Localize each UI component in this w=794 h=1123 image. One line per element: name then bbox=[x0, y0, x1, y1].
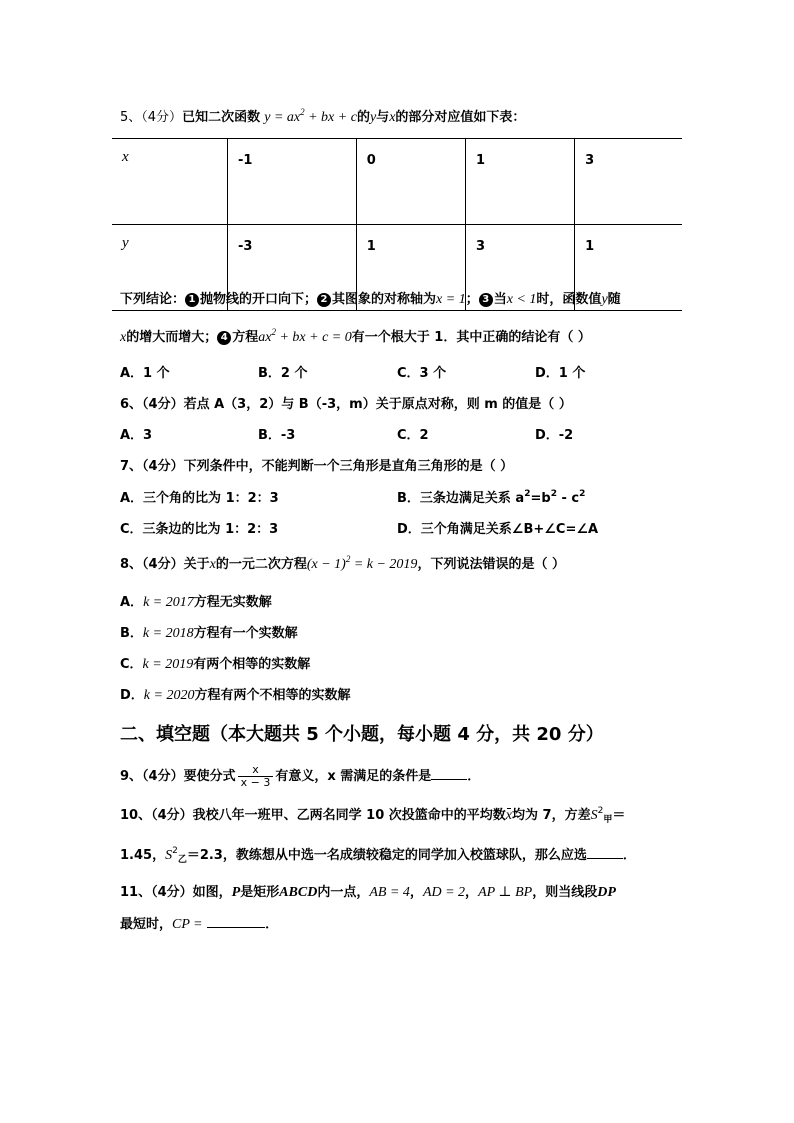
q6-option-a: A．3 bbox=[120, 428, 153, 443]
q11-stem-line1: 11、（4分）如图，P是矩形ABCD内一点，AB = 4，AD = 2，AP ⊥ BP，则当线段DP bbox=[120, 885, 616, 900]
row-label-x: x bbox=[112, 139, 228, 225]
q5-conclusions-line1: 下列结论： 1 抛物线的开口向下； 2 其图象的对称轴为x = 1； 3 当x < 1时，函数值y随 bbox=[120, 292, 621, 307]
q7-option-c: C．三条边的比为 1：2：3 bbox=[120, 522, 279, 537]
table-cell: 1 bbox=[575, 225, 682, 311]
q5-option-c: C．3 个 bbox=[397, 366, 447, 381]
q7-option-b: B．三条边满足关系 $a^2=b^2 - c^2$ bbox=[397, 489, 586, 506]
circled-number-icon: 2 bbox=[317, 293, 331, 307]
table-cell: -1 bbox=[228, 139, 357, 225]
q7-option-d: D．三个角满足关系∠B+∠C=∠A bbox=[397, 522, 599, 537]
row-label-y: y bbox=[112, 225, 228, 311]
table-cell: 3 bbox=[575, 139, 682, 225]
q5-conclusions-line2: x的增大而增大； 4 方程$ax^2$ + bx + c = 0有一个根大于 1．其中正确的结论有（ ） bbox=[120, 327, 591, 345]
q9-fraction: $\frac{x}{x - 3}$ bbox=[238, 764, 274, 789]
q5-value-table bbox=[112, 138, 682, 311]
table-cell: -3 bbox=[228, 225, 357, 311]
q5-option-b: B．2 个 bbox=[258, 366, 308, 381]
q10-stem-line2: 1.45，$S^2_乙=2.3$，教练想从中选一名成绩较稳定的同学加入校篮球队，那么应选 ． bbox=[120, 846, 636, 865]
q5-function: $y = ax^2$ + bx + c bbox=[264, 107, 357, 125]
q5-option-d: D．1 个 bbox=[535, 366, 586, 381]
q6-option-d: D．-2 bbox=[535, 428, 574, 443]
q11-stem-line2: 最短时，CP = ． bbox=[120, 917, 279, 932]
q8-option-a: A．k = 2017方程无实数解 bbox=[120, 595, 272, 610]
table-cell: 3 bbox=[465, 225, 574, 311]
answer-blank[interactable] bbox=[587, 858, 623, 859]
q6-option-b: B．-3 bbox=[258, 428, 296, 443]
answer-blank[interactable] bbox=[207, 927, 265, 928]
q7-option-a: A．三个角的比为 1：2：3 bbox=[120, 491, 279, 506]
q7-stem: 7、（4分）下列条件中，不能判断一个三角形是直角三角形的是（ ） bbox=[120, 459, 514, 474]
q5-option-a: A．1 个 bbox=[120, 366, 170, 381]
q8-stem: 8、（4分）关于x的一元二次方程$(x - 1)^2 = k - 2019$，下列说法错误的是（ ） bbox=[120, 554, 565, 572]
table-cell: 1 bbox=[356, 225, 465, 311]
q8-option-b: B．k = 2018方程有一个实数解 bbox=[120, 626, 298, 641]
q5-stem: 5、（4分）已知二次函数 $y = ax^2$ + bx + c的y与x的部分对应值如下表： bbox=[120, 107, 526, 125]
q6-stem: 6、（4分）若点 A（3，2）与 B（-3，m）关于原点对称，则 m 的值是（ ） bbox=[120, 397, 572, 412]
table-cell: 1 bbox=[465, 139, 574, 225]
q10-stem-line1: 10、（4分）我校八年一班甲、乙两名同学 10 次投篮命中的平均数x均为 7，方差$S^2_甲=$ bbox=[120, 806, 626, 825]
q8-option-d: D．k = 2020方程有两个不相等的实数解 bbox=[120, 688, 351, 703]
q6-option-c: C．2 bbox=[397, 428, 429, 443]
table-cell: 0 bbox=[356, 139, 465, 225]
section-heading-fill-in: 二、填空题（本大题共 5 个小题，每小题 4 分，共 20 分） bbox=[120, 724, 604, 745]
answer-blank[interactable] bbox=[431, 779, 467, 780]
q8-option-c: C．k = 2019有两个相等的实数解 bbox=[120, 657, 311, 672]
circled-number-icon: 4 bbox=[217, 331, 231, 345]
circled-number-icon: 3 bbox=[479, 293, 493, 307]
q9-stem: 9、（4分）要使分式 $\frac{x}{x - 3}$ 有意义，x 需满足的条件是 ． bbox=[120, 763, 481, 789]
table-row-x bbox=[112, 139, 682, 225]
circled-number-icon: 1 bbox=[185, 293, 199, 307]
